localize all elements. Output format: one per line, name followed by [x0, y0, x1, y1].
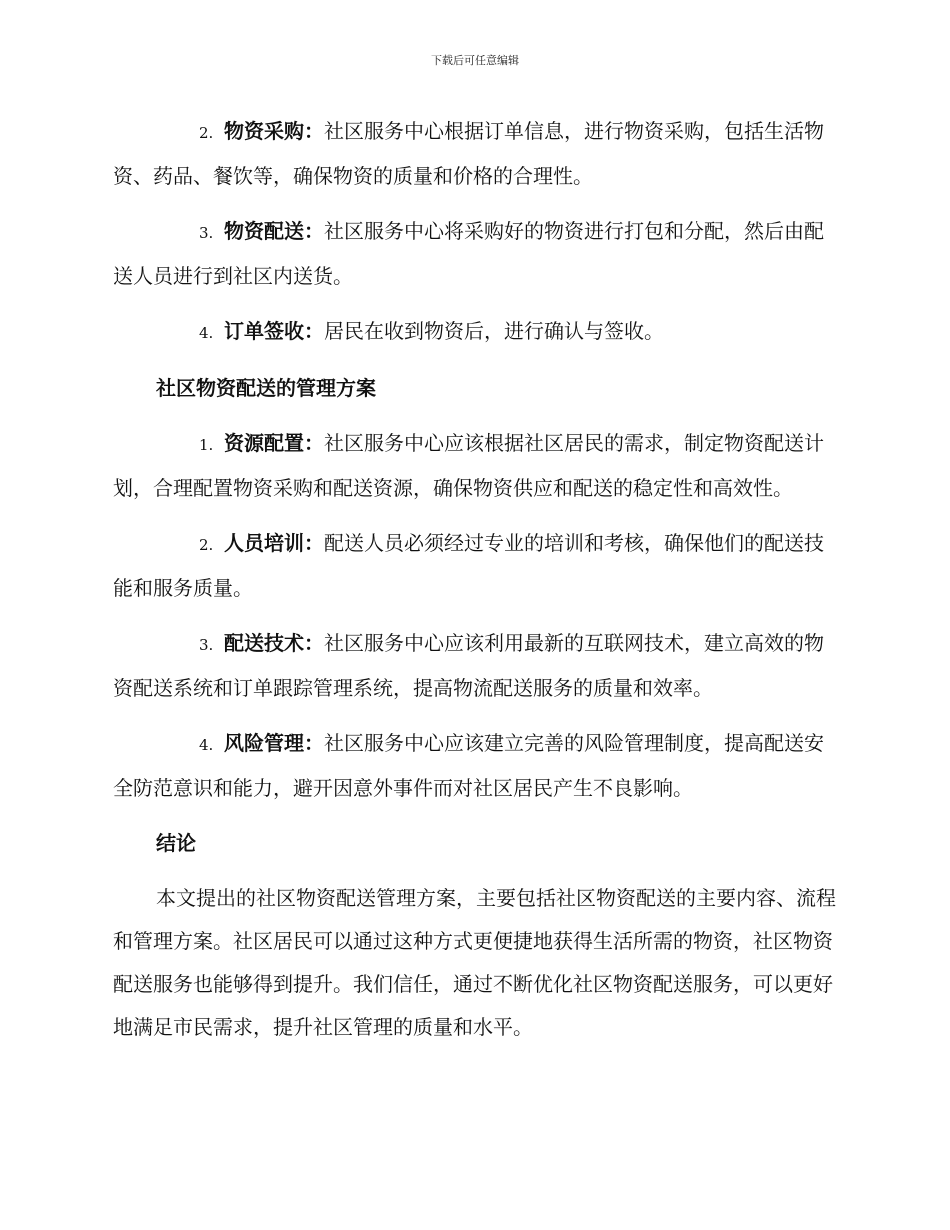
list-item-text: 配送人员必须经过专业的培训和考核，确保他们的配送技能和服务质量。 [113, 531, 824, 600]
page-header-text: 下载后可任意编辑 [431, 54, 519, 67]
list-item-number: 4. [199, 736, 214, 754]
list-item-term: 风险管理： [224, 731, 324, 755]
document-body [113, 110, 840, 1049]
list-item-text: 社区服务中心应该利用最新的互联网技术，建立高效的物资配送系统和订单跟踪管理系统，提高物流配送服务的质量和效率。 [113, 631, 824, 700]
conclusion-paragraph: 本文提出的社区物资配送管理方案，主要包括社区物资配送的主要内容、流程和管理方案。社区居民可以通过这种方式更便捷地获得生活所需的物资，社区物资配送服务也能够得到提升。我们信任，通过不断优化社区物资配送服务，可以更好地满足市民需求，提升社区管理的质量和水平。 [113, 886, 836, 1039]
page-header [0, 53, 950, 69]
list-item-term: 配送技术： [224, 631, 324, 655]
list-item [113, 110, 840, 198]
list-item-number: 4. [199, 324, 214, 342]
list-item [113, 722, 840, 810]
list-item-term: 物资采购： [224, 119, 324, 143]
list-item-term: 物资配送： [224, 219, 324, 243]
list-item-number: 2. [199, 536, 214, 554]
section-heading-management: 社区物资配送的管理方案 [156, 376, 376, 400]
list-item-text: 居民在收到物资后，进行确认与签收。 [324, 319, 664, 343]
list-item-text: 社区服务中心将采购好的物资进行打包和分配，然后由配送人员进行到社区内送货。 [113, 219, 824, 288]
list-item-number: 3. [199, 636, 214, 654]
list-item [113, 210, 840, 298]
list-item [113, 522, 840, 610]
section-heading-conclusion: 结论 [156, 831, 196, 855]
list-item-term: 订单签收： [224, 319, 324, 343]
list-item-text: 社区服务中心应该根据社区居民的需求，制定物资配送计划，合理配置物资采购和配送资源，确保物资供应和配送的稳定性和高效性。 [113, 431, 824, 500]
list-item-term: 资源配置： [224, 431, 324, 455]
list-item [113, 422, 840, 510]
list-item [113, 622, 840, 710]
list-item-number: 1. [199, 436, 214, 454]
list-item-text: 社区服务中心应该建立完善的风险管理制度，提高配送安全防范意识和能力，避开因意外事件而对社区居民产生不良影响。 [113, 731, 824, 800]
list-item-text: 社区服务中心根据订单信息，进行物资采购，包括生活物资、药品、餐饮等，确保物资的质量和价格的合理性。 [113, 119, 824, 188]
list-item-number: 2. [199, 124, 214, 142]
list-item-number: 3. [199, 224, 214, 242]
list-item [113, 310, 840, 355]
list-item-term: 人员培训： [224, 531, 324, 555]
